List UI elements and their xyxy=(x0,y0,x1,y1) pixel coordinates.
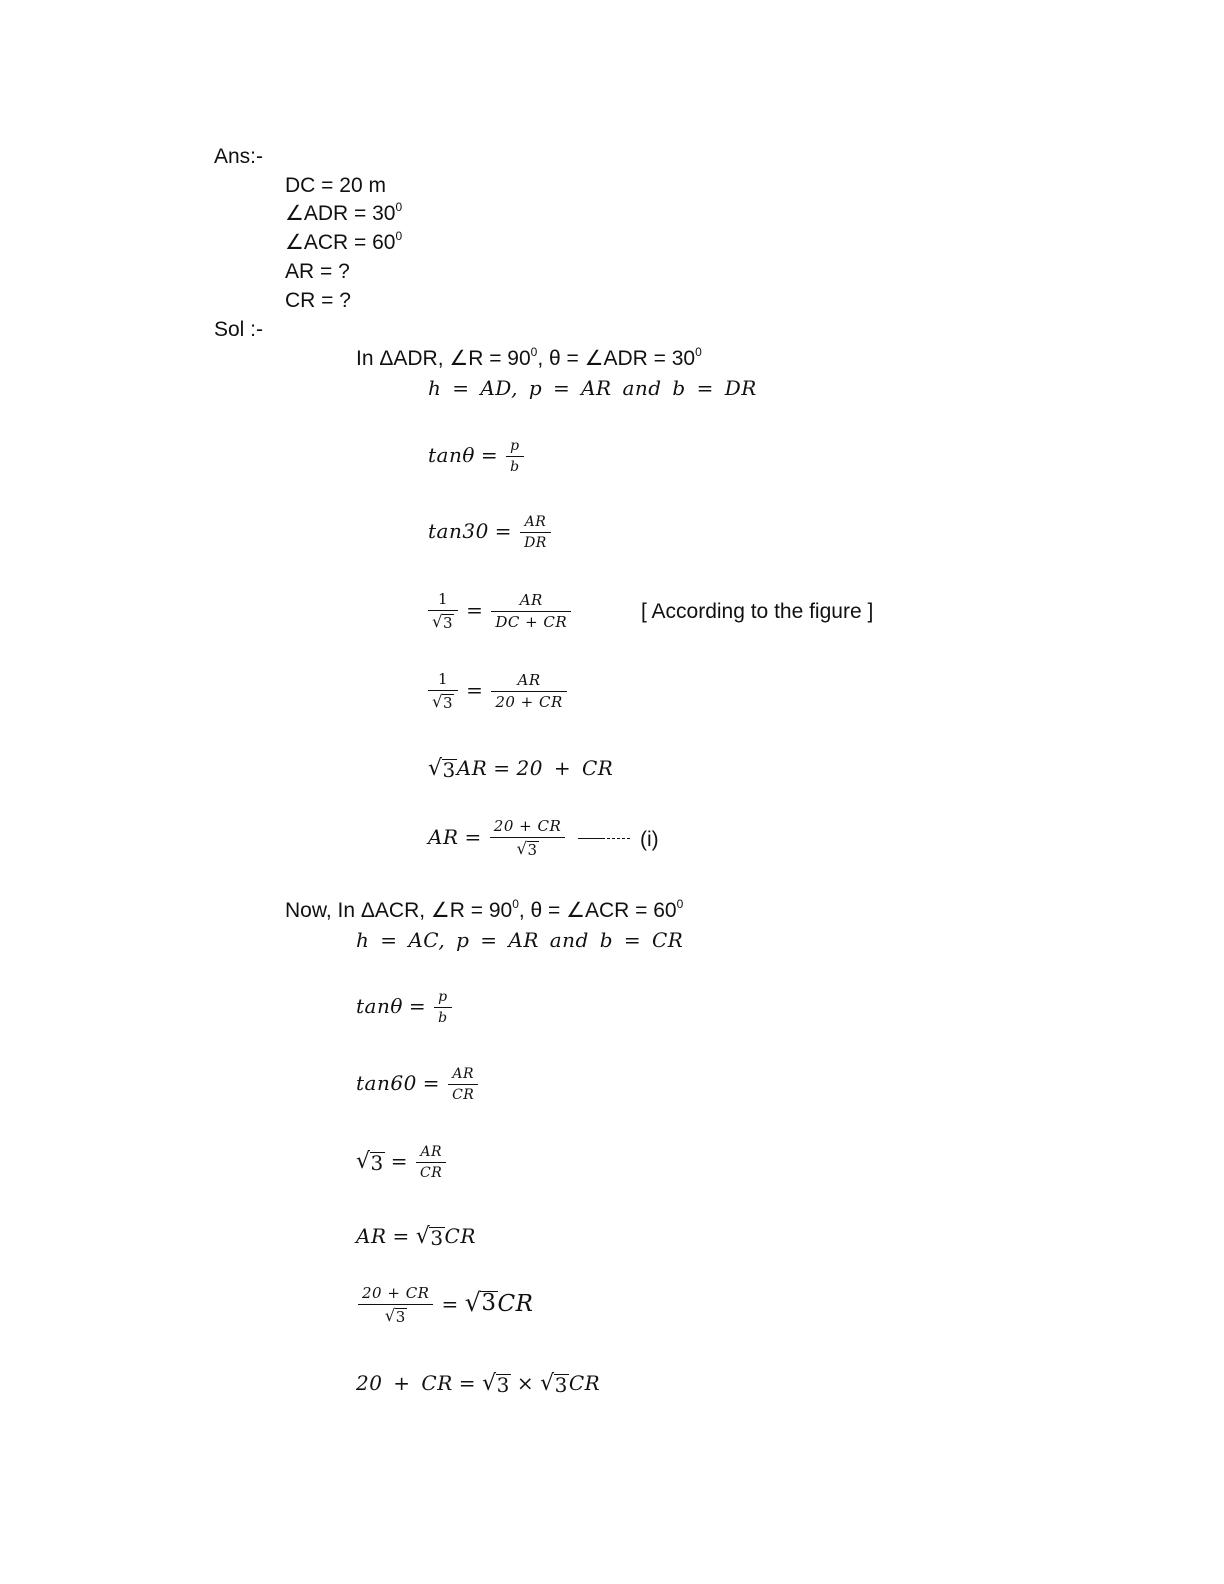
part1-step-one-over-root3-20 xyxy=(426,671,569,712)
fraction xyxy=(428,591,458,632)
part1-definitions: h = AD, p = AR and b = DR xyxy=(428,376,757,400)
part2-step-tan60 xyxy=(356,1066,480,1103)
numerator: 20 + CR xyxy=(493,817,562,835)
denominator xyxy=(512,840,542,859)
fraction-bar xyxy=(434,1007,451,1008)
fraction-bar xyxy=(416,1162,446,1163)
lhs: tanθ xyxy=(356,994,403,1019)
part2-step-multiply xyxy=(356,1373,600,1395)
radicand: 3 xyxy=(430,1226,444,1250)
square-root xyxy=(464,1288,498,1318)
fraction xyxy=(506,438,523,475)
radical-icon: √ xyxy=(482,1371,497,1396)
radical-icon: √ xyxy=(516,839,528,859)
heading-text: , θ = ∠ACR = 60 xyxy=(518,899,677,922)
radicand: 3 xyxy=(395,1307,406,1326)
part2-step-tan-theta xyxy=(356,989,454,1026)
radical-icon: √ xyxy=(540,1371,555,1396)
answer-label: Ans:- xyxy=(214,145,264,168)
given-text: DC = 20 m xyxy=(285,174,386,197)
equals-sign: = xyxy=(408,994,427,1019)
denominator: DR xyxy=(524,535,547,552)
heading-text: , θ = ∠ADR = 30 xyxy=(537,347,696,370)
numerator: AR xyxy=(517,670,541,689)
fraction-bar xyxy=(490,837,565,838)
numerator: AR xyxy=(452,1066,475,1082)
square-root xyxy=(516,840,538,859)
times-sign: × xyxy=(516,1371,535,1395)
denominator: CR xyxy=(420,1165,443,1182)
fraction xyxy=(448,1066,478,1103)
lhs: AR xyxy=(356,1224,387,1248)
fraction-bar xyxy=(358,1304,433,1305)
fraction-bar xyxy=(491,691,566,692)
lhs: AR xyxy=(456,756,488,780)
numerator: p xyxy=(510,438,520,454)
square-root xyxy=(432,693,454,712)
fraction xyxy=(416,1144,446,1181)
denominator: b xyxy=(438,1010,448,1027)
rhs: CR xyxy=(568,1371,601,1395)
equals-sign: = xyxy=(422,1071,441,1096)
fraction xyxy=(491,592,571,632)
fraction xyxy=(520,514,551,551)
part1-step-one-over-root3-dc xyxy=(426,591,573,632)
radical-icon: √ xyxy=(432,692,444,712)
equals-sign: = xyxy=(493,756,511,780)
numerator: AR xyxy=(519,590,543,609)
fraction-bar xyxy=(428,690,458,691)
fraction xyxy=(434,989,451,1026)
equals-sign: = xyxy=(466,598,484,623)
solution-label: Sol :- xyxy=(214,318,264,341)
denominator: 20 + CR xyxy=(495,693,563,712)
part1-step-tan-theta xyxy=(428,438,526,475)
radicand: 3 xyxy=(481,1290,497,1317)
lhs: 20 + CR xyxy=(356,1371,453,1395)
radicand: 3 xyxy=(527,840,538,859)
rhs: CR xyxy=(497,1291,534,1318)
given-text: ∠ACR = 60 xyxy=(285,231,396,254)
fraction-bar xyxy=(428,610,458,611)
degree-superscript: 0 xyxy=(395,200,403,214)
square-root xyxy=(356,1149,385,1176)
part1-step-ar-equation-i xyxy=(428,818,630,859)
heading-text: Now, In ΔACR, ∠R = 90 xyxy=(285,899,513,922)
denominator: CR xyxy=(452,1087,475,1104)
equation-label-i: (i) xyxy=(640,828,659,851)
square-root xyxy=(385,1307,407,1326)
fraction xyxy=(490,818,565,859)
equals-sign: = xyxy=(464,825,482,850)
denominator xyxy=(428,693,458,712)
equals-sign: = xyxy=(480,443,499,468)
degree-superscript: 0 xyxy=(512,897,519,911)
equals-sign: = xyxy=(392,1224,410,1248)
degree-superscript: 0 xyxy=(695,345,702,359)
equals-sign: = xyxy=(390,1149,409,1174)
given-ar xyxy=(285,261,350,282)
numerator: p xyxy=(438,989,448,1005)
given-text: ∠ADR = 30 xyxy=(285,202,396,225)
equals-sign: = xyxy=(458,1371,477,1395)
numerator: 1 xyxy=(438,670,449,688)
radicand: 3 xyxy=(554,1373,568,1397)
lhs: tanθ xyxy=(428,443,475,468)
square-root xyxy=(482,1373,511,1395)
denominator xyxy=(428,613,458,632)
fraction xyxy=(358,1285,433,1326)
square-root xyxy=(416,1226,445,1248)
radicand: 3 xyxy=(443,613,454,632)
denominator: DC + CR xyxy=(495,613,568,632)
square-root xyxy=(428,758,457,780)
radical-icon: √ xyxy=(464,1288,482,1318)
given-text: CR = ? xyxy=(285,289,351,312)
lhs: tan60 xyxy=(356,1071,417,1096)
numerator: AR xyxy=(420,1144,442,1160)
degree-superscript: 0 xyxy=(676,897,684,911)
radical-icon: √ xyxy=(432,612,444,632)
fraction xyxy=(428,671,458,712)
denominator xyxy=(381,1307,411,1326)
given-cr xyxy=(285,290,351,311)
fraction-bar xyxy=(506,456,523,457)
part2-heading xyxy=(285,897,684,922)
rhs: 20 + CR xyxy=(516,756,614,780)
lhs: AR xyxy=(428,825,459,850)
fraction xyxy=(491,672,566,712)
radical-icon: √ xyxy=(356,1149,371,1175)
part1-step-tan30 xyxy=(428,514,553,551)
part2-step-ar-root3-cr xyxy=(356,1226,476,1248)
numerator: AR xyxy=(524,514,547,530)
radical-icon: √ xyxy=(415,1224,431,1249)
numerator: 20 + CR xyxy=(362,1284,430,1302)
part1-step-root3-ar xyxy=(428,758,613,780)
degree-superscript: 0 xyxy=(530,345,538,359)
fraction-bar xyxy=(448,1084,478,1085)
square-root xyxy=(432,613,454,632)
heading-text: In ΔADR, ∠R = 90 xyxy=(356,347,531,370)
denominator: b xyxy=(510,459,520,476)
radical-icon: √ xyxy=(384,1306,396,1326)
equals-sign: = xyxy=(441,1292,459,1317)
equals-sign: = xyxy=(494,519,513,544)
given-dc xyxy=(285,175,386,196)
fraction-bar xyxy=(520,532,551,533)
part2-definitions: h = AC, p = AR and b = CR xyxy=(356,928,684,952)
radicand: 3 xyxy=(370,1151,384,1176)
radical-icon: √ xyxy=(428,756,443,781)
radicand: 3 xyxy=(443,693,454,712)
dash-leader xyxy=(578,838,630,839)
given-angle-acr xyxy=(285,229,403,254)
fraction-bar xyxy=(491,611,571,612)
figure-note: [ According to the figure ] xyxy=(641,600,874,623)
equals-sign: = xyxy=(466,678,484,703)
given-angle-adr xyxy=(285,200,403,225)
part1-heading xyxy=(356,345,702,370)
radicand: 3 xyxy=(496,1373,510,1397)
degree-superscript: 0 xyxy=(395,229,403,243)
rhs: CR xyxy=(444,1224,476,1248)
square-root xyxy=(540,1373,569,1395)
part2-step-substitute xyxy=(356,1285,533,1326)
given-text: AR = ? xyxy=(285,260,350,283)
lhs: tan30 xyxy=(428,519,489,544)
radicand: 3 xyxy=(442,758,456,782)
numerator: 1 xyxy=(438,590,449,608)
part2-step-root3 xyxy=(356,1144,448,1181)
